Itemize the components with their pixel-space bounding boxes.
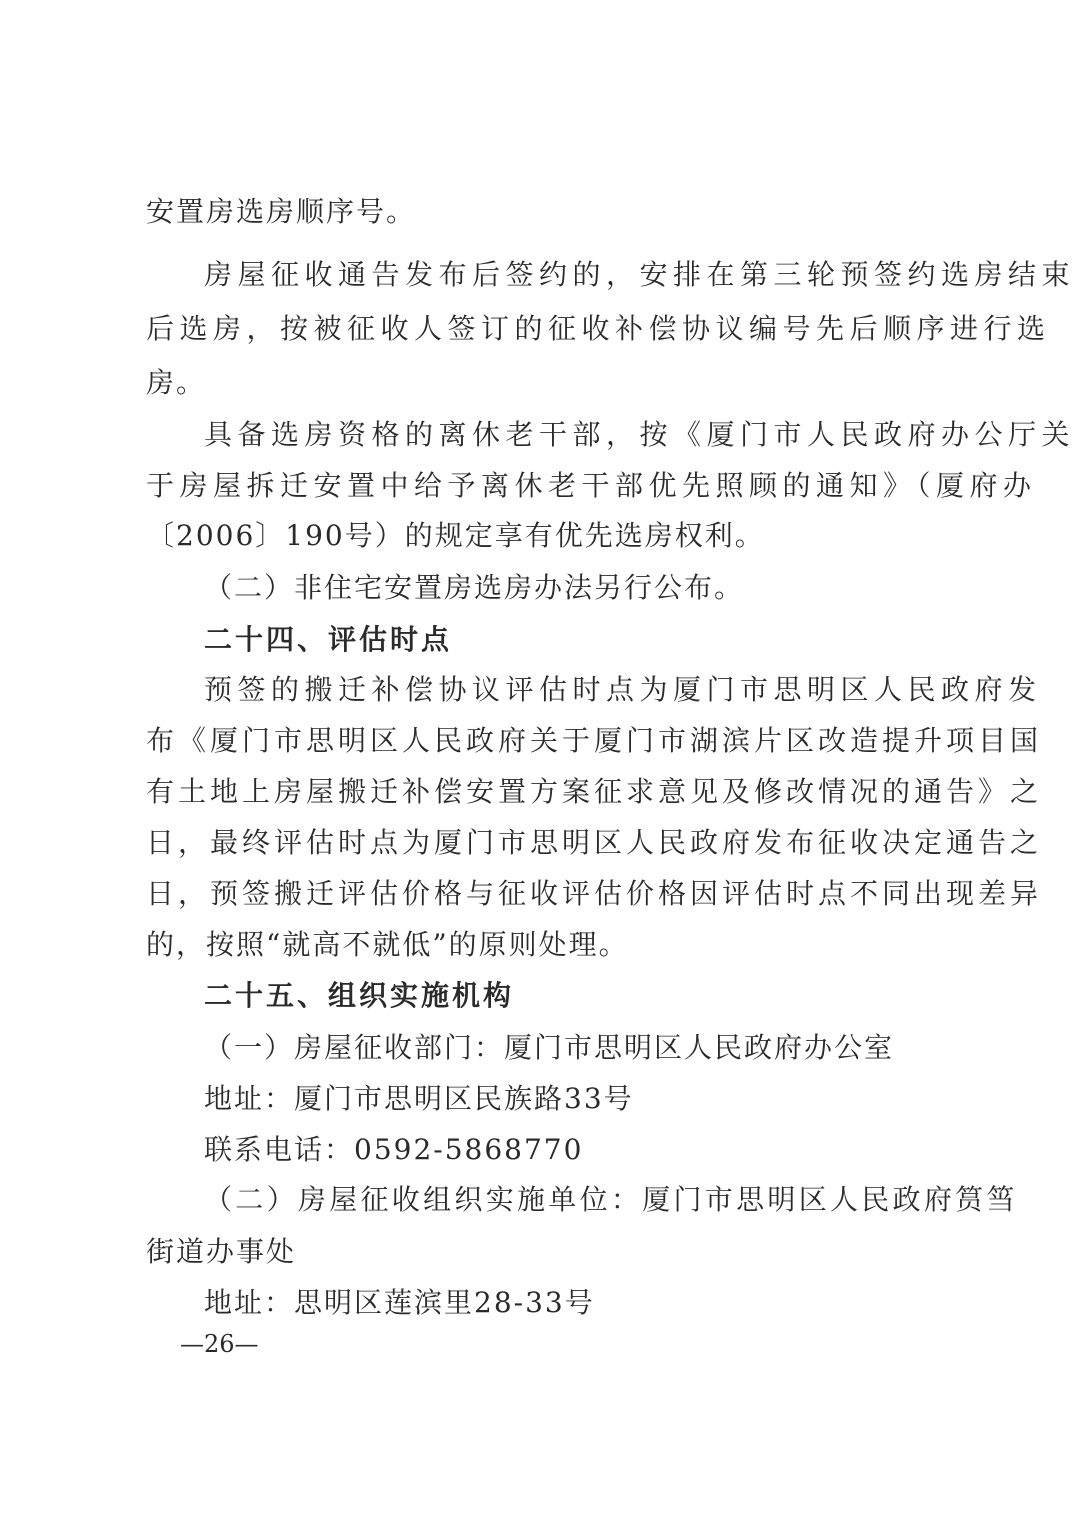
page-number: —26— [180,1330,259,1358]
paragraph-line: 有土地上房屋搬迁补偿安置方案征求意见及修改情况的通告》之 [146,775,1043,808]
section-heading: 二十五、组织实施机构 [204,979,515,1012]
paragraph-line: 地址：厦门市思明区民族路33号 [204,1082,634,1115]
paragraph-line: 地址：思明区莲滨里28-33号 [204,1286,595,1319]
section-heading: 二十四、评估时点 [204,623,453,656]
paragraph-line: 房。 [146,366,207,399]
paragraph-line: 房屋征收通告发布后签约的，安排在第三轮预签约选房结束 [204,258,1076,291]
paragraph-line: （一）房屋征收部门：厦门市思明区人民政府办公室 [204,1031,895,1064]
paragraph-line: 联系电话：0592-5868770 [204,1133,584,1166]
paragraph-line: 街道办事处 [146,1235,297,1268]
paragraph-line: 预签的搬迁补偿协议评估时点为厦门市思明区人民政府发 [204,673,1042,706]
paragraph-line: 日，最终评估时点为厦门市思明区人民政府发布征收决定通告之 [146,826,1043,859]
paragraph-line: （二）非住宅安置房选房办法另行公布。 [204,571,745,604]
paragraph-line: 〔2006〕190号）的规定享有优先选房权利。 [146,519,765,552]
paragraph-line: 具备选房资格的离休老干部，按《厦门市人民政府办公厅关 [204,418,1076,451]
paragraph-line: 后选房，按被征收人签订的征收补偿协议编号先后顺序进行选 [146,312,1051,345]
paragraph-line: 布《厦门市思明区人民政府关于厦门市湖滨片区改造提升项目国 [146,724,1043,757]
paragraph-line: 日，预签搬迁评估价格与征收评估价格因评估时点不同出现差异 [146,877,1043,910]
paragraph-line: （二）房屋征收组织实施单位：厦门市思明区人民政府筼筜 [204,1183,1018,1216]
paragraph-line: 的，按照“就高不就低”的原则处理。 [146,928,629,961]
text-line: 安置房选房顺序号。 [146,195,417,228]
paragraph-line: 于房屋拆迁安置中给予离休老干部优先照顾的通知》（厦府办 [146,469,1037,502]
